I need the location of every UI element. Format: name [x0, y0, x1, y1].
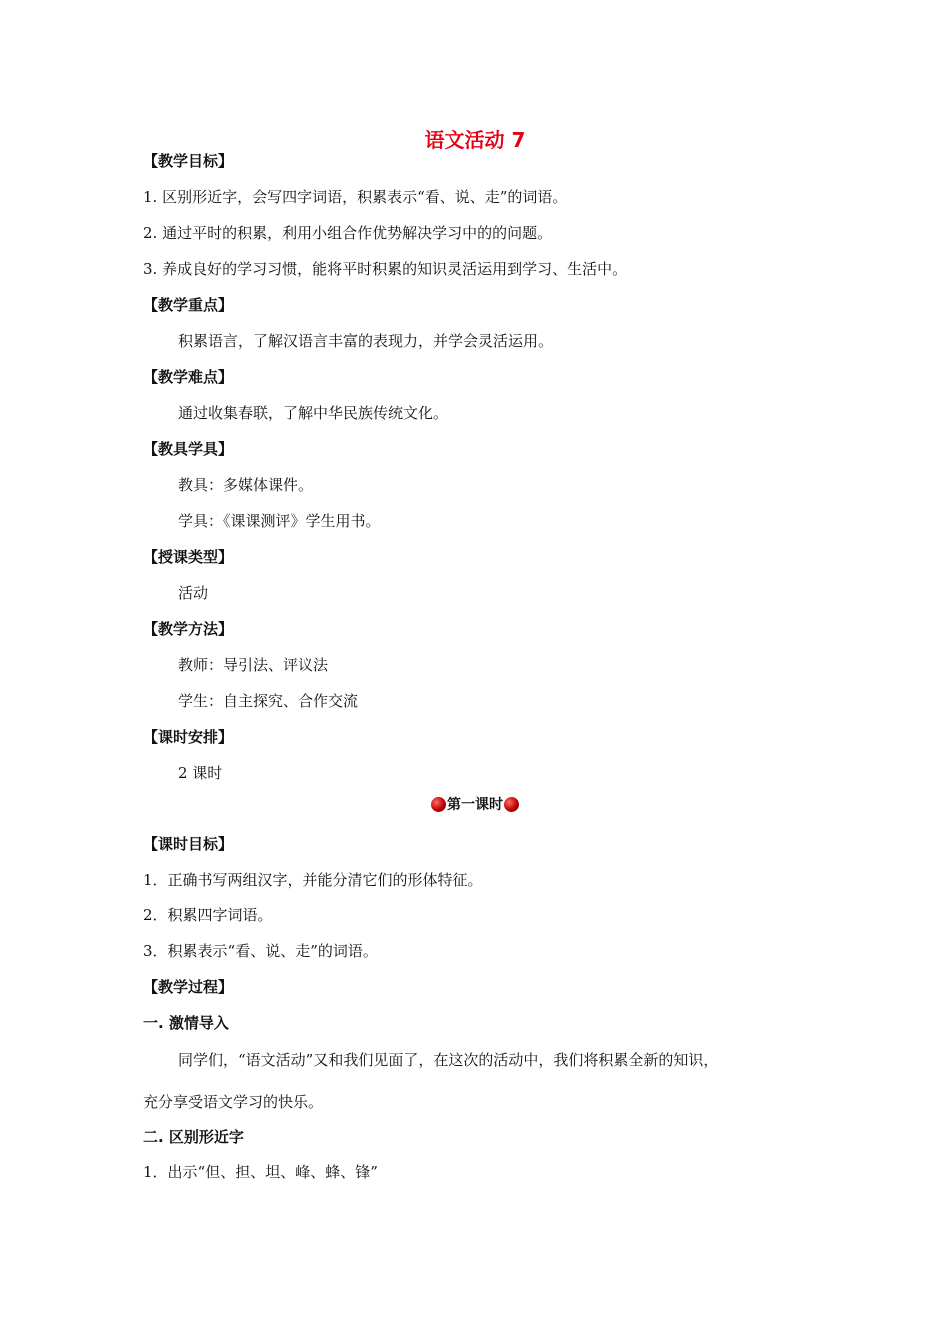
goal-item: 1. 区别形近字，会写四字词语，积累表示“看、说、走”的词语。 [143, 188, 568, 206]
tools-teacher: 教具：多媒体课件。 [178, 476, 314, 494]
schedule-text: 2 课时 [178, 764, 223, 782]
key-heading: 【教学重点】 [143, 296, 234, 314]
method-student: 学生：自主探究、合作交流 [178, 692, 359, 710]
process-heading: 【教学过程】 [143, 978, 234, 996]
step2-item: 1．出示“但、担、坦、峰、蜂、锋” [143, 1163, 378, 1181]
key-text: 积累语言，了解汉语言丰富的表现力，并学会灵活运用。 [178, 332, 554, 350]
tools-heading: 【教具学具】 [143, 440, 234, 458]
goal-item: 3. 养成良好的学习习惯，能将平时积累的知识灵活运用到学习、生活中。 [143, 260, 628, 278]
lesson-goal-item: 3．积累表示“看、说、走”的词语。 [143, 942, 378, 960]
step2-heading: 二. 区别形近字 [143, 1128, 244, 1146]
step1-text-cont: 充分享受语文学习的快乐。 [143, 1093, 324, 1111]
lesson-goal-item: 2．积累四字词语。 [143, 906, 273, 924]
difficult-text: 通过收集春联，了解中华民族传统文化。 [178, 404, 449, 422]
lesson-goals-heading: 【课时目标】 [143, 835, 234, 853]
red-ball-icon [431, 797, 446, 812]
schedule-heading: 【课时安排】 [143, 728, 234, 746]
type-text: 活动 [178, 584, 209, 602]
step1-text: 同学们，“语文活动”又和我们见面了，在这次的活动中，我们将积累全新的知识， [178, 1051, 719, 1069]
red-ball-icon [504, 797, 519, 812]
goals-heading: 【教学目标】 [143, 152, 234, 170]
step1-heading: 一. 激情导入 [143, 1014, 229, 1032]
method-teacher: 教师：导引法、评议法 [178, 656, 329, 674]
type-heading: 【授课类型】 [143, 548, 234, 566]
lesson-label: 第一课时 [447, 797, 503, 813]
method-heading: 【教学方法】 [143, 620, 234, 638]
lesson-divider [0, 794, 950, 814]
document-title: 语文活动 7 [424, 128, 526, 152]
goal-item: 2. 通过平时的积累，利用小组合作优势解决学习中的的问题。 [143, 224, 553, 242]
lesson-goal-item: 1．正确书写两组汉字，并能分清它们的形体特征。 [143, 871, 483, 889]
difficult-heading: 【教学难点】 [143, 368, 234, 386]
tools-student: 学具：《课课测评》学生用书。 [178, 512, 381, 530]
